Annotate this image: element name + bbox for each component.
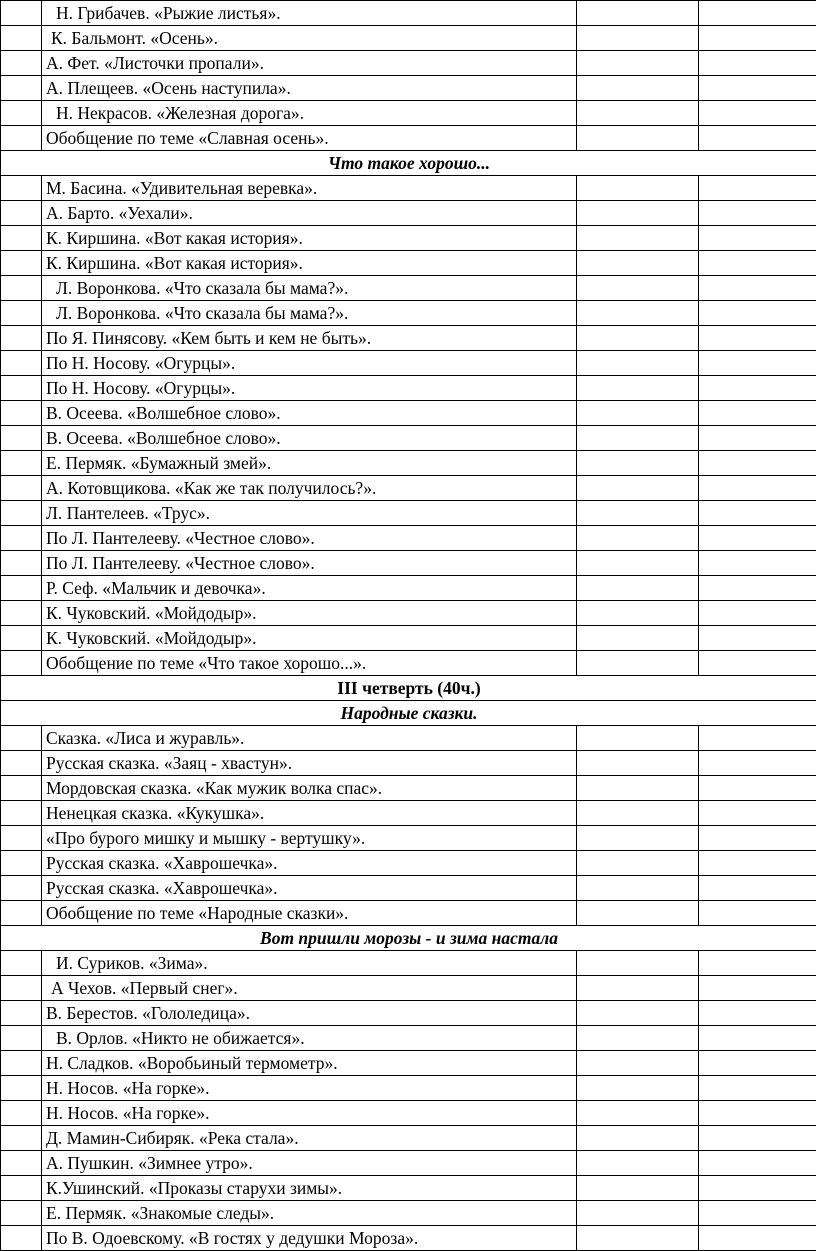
lesson-note-cell <box>699 401 816 426</box>
lesson-note-cell <box>699 851 816 876</box>
lesson-title-cell: «Про бурого мишку и мышку - вертушку». <box>42 826 577 851</box>
lesson-note-cell <box>699 876 816 901</box>
lesson-row <box>1 1076 816 1101</box>
lesson-row <box>1 276 816 301</box>
lesson-date-cell <box>577 1176 699 1201</box>
lesson-row <box>1 51 816 76</box>
lesson-number-cell <box>1 751 42 776</box>
lesson-title-cell: В. Берестов. «Гололедица». <box>42 1001 577 1026</box>
lesson-note-cell <box>699 1126 816 1151</box>
lesson-row <box>1 201 816 226</box>
lesson-number-cell <box>1 851 42 876</box>
section-heading: Народные сказки. <box>1 701 816 726</box>
lesson-note-cell <box>699 176 816 201</box>
lesson-note-cell <box>699 226 816 251</box>
lesson-note-cell <box>699 201 816 226</box>
lesson-date-cell <box>577 426 699 451</box>
lesson-date-cell <box>577 376 699 401</box>
section-heading-row <box>1 151 816 176</box>
lesson-title-cell: А. Фет. «Листочки пропали». <box>42 51 577 76</box>
lesson-number-cell <box>1 1 42 26</box>
lesson-row <box>1 976 816 1001</box>
lesson-date-cell <box>577 651 699 676</box>
lesson-note-cell <box>699 26 816 51</box>
lesson-date-cell <box>577 551 699 576</box>
lesson-row <box>1 426 816 451</box>
lesson-note-cell <box>699 576 816 601</box>
lesson-number-cell <box>1 226 42 251</box>
lesson-title-cell: В. Осеева. «Волшебное слово». <box>42 426 577 451</box>
lesson-note-cell <box>699 251 816 276</box>
lesson-note-cell <box>699 826 816 851</box>
lesson-number-cell <box>1 1026 42 1051</box>
lesson-date-cell <box>577 76 699 101</box>
lesson-row <box>1 476 816 501</box>
lesson-row <box>1 501 816 526</box>
lesson-row <box>1 251 816 276</box>
lesson-title-cell: В. Осеева. «Волшебное слово». <box>42 401 577 426</box>
lesson-title-cell: По Л. Пантелееву. «Честное слово». <box>42 526 577 551</box>
lesson-note-cell <box>699 1201 816 1226</box>
lesson-title-cell: М. Басина. «Удивительная веревка». <box>42 176 577 201</box>
lesson-note-cell <box>699 651 816 676</box>
section-heading-row <box>1 701 816 726</box>
lesson-row <box>1 101 816 126</box>
lesson-row <box>1 526 816 551</box>
lesson-note-cell <box>699 101 816 126</box>
lesson-plan-body <box>1 1 816 1251</box>
lesson-title-cell: Обобщение по теме «Что такое хорошо...». <box>42 651 577 676</box>
lesson-date-cell <box>577 226 699 251</box>
lesson-number-cell <box>1 1001 42 1026</box>
lesson-note-cell <box>699 326 816 351</box>
lesson-number-cell <box>1 826 42 851</box>
lesson-number-cell <box>1 726 42 751</box>
lesson-number-cell <box>1 326 42 351</box>
lesson-date-cell <box>577 526 699 551</box>
lesson-title-cell: По Л. Пантелееву. «Честное слово». <box>42 551 577 576</box>
lesson-date-cell <box>577 1 699 26</box>
lesson-note-cell <box>699 1101 816 1126</box>
lesson-number-cell <box>1 551 42 576</box>
lesson-number-cell <box>1 1201 42 1226</box>
lesson-note-cell <box>699 1151 816 1176</box>
lesson-title-cell: Л. Воронкова. «Что сказала бы мама?». <box>42 276 577 301</box>
lesson-date-cell <box>577 976 699 1001</box>
lesson-note-cell <box>699 976 816 1001</box>
lesson-date-cell <box>577 1201 699 1226</box>
lesson-date-cell <box>577 576 699 601</box>
lesson-note-cell <box>699 726 816 751</box>
lesson-title-cell: Ненецкая сказка. «Кукушка». <box>42 801 577 826</box>
lesson-date-cell <box>577 301 699 326</box>
lesson-number-cell <box>1 451 42 476</box>
lesson-note-cell <box>699 751 816 776</box>
lesson-number-cell <box>1 876 42 901</box>
lesson-number-cell <box>1 1151 42 1176</box>
lesson-number-cell <box>1 76 42 101</box>
lesson-number-cell <box>1 376 42 401</box>
lesson-row <box>1 626 816 651</box>
lesson-date-cell <box>577 1026 699 1051</box>
lesson-number-cell <box>1 1126 42 1151</box>
lesson-title-cell: По В. Одоевскому. «В гостях у дедушки Мороза». <box>42 1226 577 1251</box>
lesson-number-cell <box>1 576 42 601</box>
lesson-number-cell <box>1 101 42 126</box>
lesson-number-cell <box>1 26 42 51</box>
lesson-number-cell <box>1 301 42 326</box>
lesson-date-cell <box>577 101 699 126</box>
lesson-row <box>1 401 816 426</box>
lesson-title-cell: По Я. Пинясову. «Кем быть и кем не быть». <box>42 326 577 351</box>
lesson-number-cell <box>1 951 42 976</box>
lesson-row <box>1 1026 816 1051</box>
lesson-note-cell <box>699 901 816 926</box>
quarter-heading: III четверть (40ч.) <box>1 676 816 701</box>
lesson-title-cell: Е. Пермяк. «Знакомые следы». <box>42 1201 577 1226</box>
lesson-date-cell <box>577 451 699 476</box>
lesson-note-cell <box>699 76 816 101</box>
lesson-note-cell <box>699 451 816 476</box>
lesson-number-cell <box>1 626 42 651</box>
lesson-title-cell: Л. Пантелеев. «Трус». <box>42 501 577 526</box>
lesson-title-cell: А. Пушкин. «Зимнее утро». <box>42 1151 577 1176</box>
lesson-note-cell <box>699 1176 816 1201</box>
lesson-title-cell: Н. Сладков. «Воробьиный термометр». <box>42 1051 577 1076</box>
lesson-note-cell <box>699 51 816 76</box>
lesson-row <box>1 726 816 751</box>
lesson-date-cell <box>577 1001 699 1026</box>
lesson-row <box>1 951 816 976</box>
lesson-row <box>1 1001 816 1026</box>
lesson-number-cell <box>1 426 42 451</box>
lesson-number-cell <box>1 1051 42 1076</box>
lesson-note-cell <box>699 376 816 401</box>
lesson-date-cell <box>577 326 699 351</box>
lesson-note-cell <box>699 801 816 826</box>
lesson-row <box>1 851 816 876</box>
lesson-number-cell <box>1 776 42 801</box>
lesson-note-cell <box>699 1051 816 1076</box>
lesson-number-cell <box>1 476 42 501</box>
lesson-note-cell <box>699 1 816 26</box>
section-heading: Вот пришли морозы - и зима настала <box>1 926 816 951</box>
lesson-note-cell <box>699 501 816 526</box>
lesson-title-cell: К. Киршина. «Вот какая история». <box>42 251 577 276</box>
lesson-title-cell: К.Ушинский. «Проказы старухи зимы». <box>42 1176 577 1201</box>
lesson-title-cell: К. Киршина. «Вот какая история». <box>42 226 577 251</box>
lesson-date-cell <box>577 26 699 51</box>
lesson-row <box>1 601 816 626</box>
lesson-row <box>1 176 816 201</box>
lesson-title-cell: Н. Грибачев. «Рыжие листья». <box>42 1 577 26</box>
lesson-title-cell: Р. Сеф. «Мальчик и девочка». <box>42 576 577 601</box>
lesson-note-cell <box>699 626 816 651</box>
section-heading-row <box>1 926 816 951</box>
lesson-date-cell <box>577 901 699 926</box>
lesson-row <box>1 801 816 826</box>
lesson-date-cell <box>577 201 699 226</box>
lesson-date-cell <box>577 351 699 376</box>
lesson-date-cell <box>577 726 699 751</box>
lesson-date-cell <box>577 176 699 201</box>
lesson-title-cell: Обобщение по теме «Народные сказки». <box>42 901 577 926</box>
lesson-row <box>1 1051 816 1076</box>
lesson-date-cell <box>577 1076 699 1101</box>
lesson-date-cell <box>577 1101 699 1126</box>
lesson-title-cell: Н. Некрасов. «Железная дорога». <box>42 101 577 126</box>
lesson-number-cell <box>1 201 42 226</box>
lesson-date-cell <box>577 751 699 776</box>
lesson-title-cell: К. Бальмонт. «Осень». <box>42 26 577 51</box>
lesson-date-cell <box>577 626 699 651</box>
lesson-title-cell: Русская сказка. «Хаврошечка». <box>42 876 577 901</box>
lesson-note-cell <box>699 551 816 576</box>
lesson-number-cell <box>1 351 42 376</box>
lesson-date-cell <box>577 501 699 526</box>
lesson-title-cell: Е. Пермяк. «Бумажный змей». <box>42 451 577 476</box>
lesson-number-cell <box>1 976 42 1001</box>
lesson-number-cell <box>1 901 42 926</box>
lesson-date-cell <box>577 1226 699 1251</box>
lesson-row <box>1 576 816 601</box>
lesson-row <box>1 326 816 351</box>
lesson-date-cell <box>577 476 699 501</box>
lesson-date-cell <box>577 276 699 301</box>
lesson-number-cell <box>1 501 42 526</box>
lesson-date-cell <box>577 1126 699 1151</box>
lesson-title-cell: Русская сказка. «Хаврошечка». <box>42 851 577 876</box>
lesson-number-cell <box>1 1176 42 1201</box>
lesson-row <box>1 551 816 576</box>
lesson-number-cell <box>1 651 42 676</box>
lesson-title-cell: Н. Носов. «На горке». <box>42 1101 577 1126</box>
lesson-number-cell <box>1 1101 42 1126</box>
lesson-row <box>1 1201 816 1226</box>
lesson-note-cell <box>699 1001 816 1026</box>
lesson-row <box>1 376 816 401</box>
lesson-date-cell <box>577 1151 699 1176</box>
lesson-date-cell <box>577 601 699 626</box>
lesson-number-cell <box>1 51 42 76</box>
lesson-note-cell <box>699 301 816 326</box>
lesson-title-cell: А. Барто. «Уехали». <box>42 201 577 226</box>
lesson-number-cell <box>1 601 42 626</box>
lesson-title-cell: Н. Носов. «На горке». <box>42 1076 577 1101</box>
lesson-row <box>1 351 816 376</box>
lesson-row <box>1 1126 816 1151</box>
lesson-date-cell <box>577 1051 699 1076</box>
lesson-row <box>1 76 816 101</box>
lesson-row <box>1 1176 816 1201</box>
lesson-number-cell <box>1 1076 42 1101</box>
section-heading: Что такое хорошо... <box>1 151 816 176</box>
lesson-note-cell <box>699 426 816 451</box>
lesson-number-cell <box>1 176 42 201</box>
lesson-title-cell: И. Суриков. «Зима». <box>42 951 577 976</box>
lesson-note-cell <box>699 951 816 976</box>
quarter-heading-row <box>1 676 816 701</box>
lesson-note-cell <box>699 476 816 501</box>
lesson-date-cell <box>577 401 699 426</box>
lesson-note-cell <box>699 276 816 301</box>
lesson-date-cell <box>577 951 699 976</box>
lesson-date-cell <box>577 776 699 801</box>
lesson-note-cell <box>699 601 816 626</box>
lesson-row <box>1 1151 816 1176</box>
lesson-title-cell: По Н. Носову. «Огурцы». <box>42 351 577 376</box>
lesson-row <box>1 876 816 901</box>
lesson-title-cell: Л. Воронкова. «Что сказала бы мама?». <box>42 301 577 326</box>
lesson-title-cell: Обобщение по теме «Славная осень». <box>42 126 577 151</box>
lesson-date-cell <box>577 851 699 876</box>
lesson-number-cell <box>1 801 42 826</box>
lesson-note-cell <box>699 1026 816 1051</box>
lesson-note-cell <box>699 1226 816 1251</box>
lesson-note-cell <box>699 351 816 376</box>
lesson-number-cell <box>1 126 42 151</box>
lesson-row <box>1 776 816 801</box>
lesson-date-cell <box>577 126 699 151</box>
lesson-row <box>1 1 816 26</box>
lesson-number-cell <box>1 1226 42 1251</box>
lesson-date-cell <box>577 251 699 276</box>
lesson-row <box>1 751 816 776</box>
lesson-row <box>1 1101 816 1126</box>
lesson-title-cell: А. Котовщикова. «Как же так получилось?». <box>42 476 577 501</box>
lesson-date-cell <box>577 876 699 901</box>
lesson-date-cell <box>577 801 699 826</box>
lesson-title-cell: К. Чуковский. «Мойдодыр». <box>42 601 577 626</box>
lesson-title-cell: В. Орлов. «Никто не обижается». <box>42 1026 577 1051</box>
lesson-row <box>1 826 816 851</box>
lesson-row <box>1 301 816 326</box>
lesson-title-cell: Мордовская сказка. «Как мужик волка спас». <box>42 776 577 801</box>
lesson-row <box>1 901 816 926</box>
lesson-title-cell: К. Чуковский. «Мойдодыр». <box>42 626 577 651</box>
lesson-note-cell <box>699 1076 816 1101</box>
lesson-row <box>1 26 816 51</box>
lesson-date-cell <box>577 826 699 851</box>
lesson-row <box>1 226 816 251</box>
lesson-title-cell: Сказка. «Лиса и журавль». <box>42 726 577 751</box>
lesson-date-cell <box>577 51 699 76</box>
lesson-row <box>1 651 816 676</box>
lesson-title-cell: А. Плещеев. «Осень наступила». <box>42 76 577 101</box>
lesson-title-cell: Русская сказка. «Заяц - хвастун». <box>42 751 577 776</box>
lesson-row <box>1 1226 816 1251</box>
lesson-number-cell <box>1 401 42 426</box>
lesson-title-cell: А Чехов. «Первый снег». <box>42 976 577 1001</box>
lesson-note-cell <box>699 126 816 151</box>
lesson-note-cell <box>699 526 816 551</box>
lesson-row <box>1 126 816 151</box>
lesson-number-cell <box>1 526 42 551</box>
lesson-title-cell: По Н. Носову. «Огурцы». <box>42 376 577 401</box>
lesson-note-cell <box>699 776 816 801</box>
lesson-number-cell <box>1 276 42 301</box>
lesson-title-cell: Д. Мамин-Сибиряк. «Река стала». <box>42 1126 577 1151</box>
lesson-number-cell <box>1 251 42 276</box>
lesson-row <box>1 451 816 476</box>
